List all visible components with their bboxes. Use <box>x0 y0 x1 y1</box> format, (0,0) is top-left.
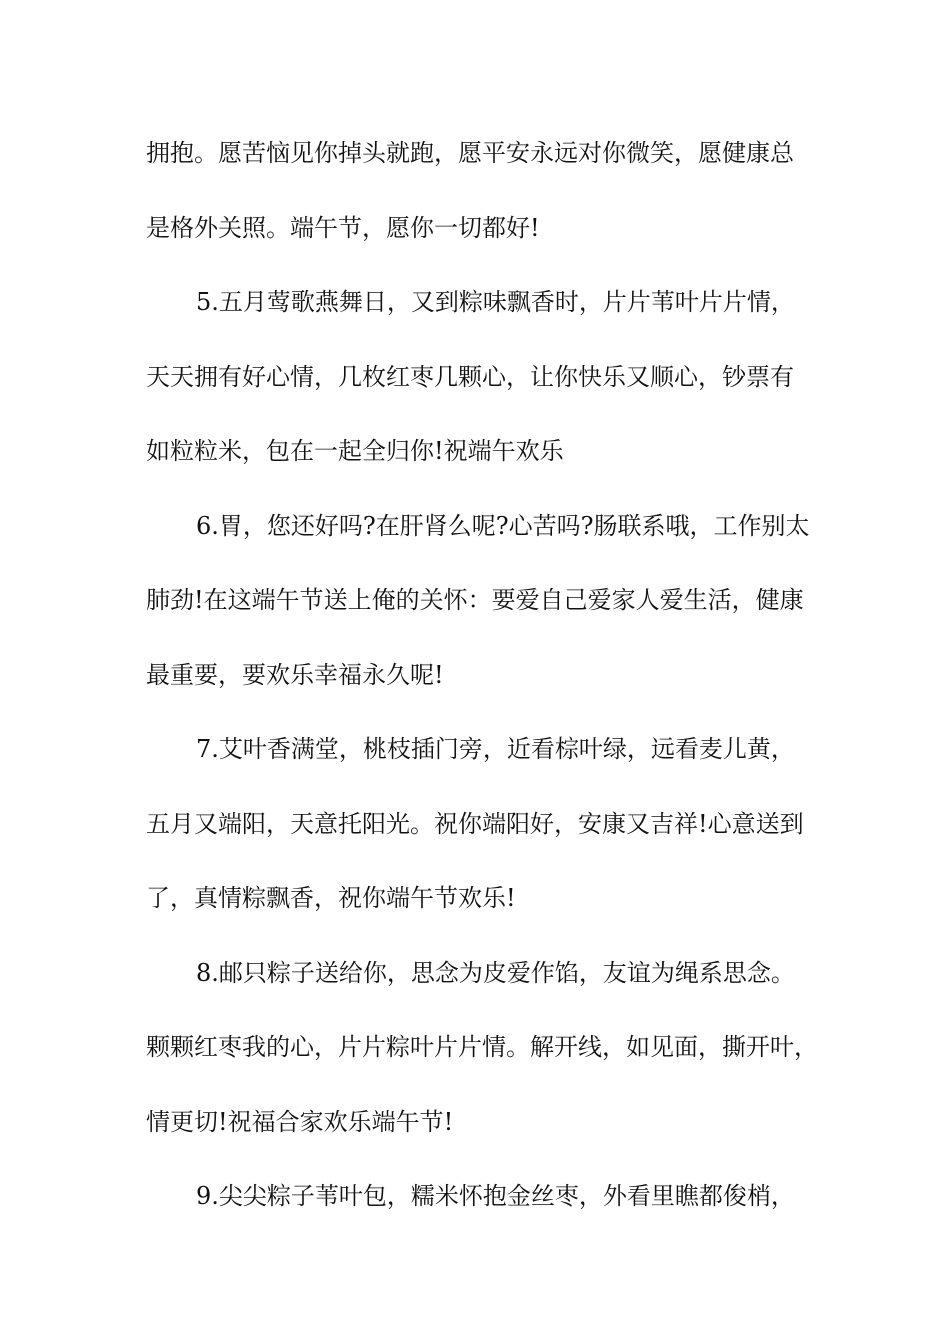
paragraph-start-5: 5.五月莺歌燕舞日，又到粽味飘香时，片片苇叶片片情， <box>196 288 795 316</box>
text-line: 肺劲!在这端午节送上俺的关怀：要爱自己爱家人爱生活，健康 <box>146 586 804 614</box>
text-line: 五月又端阳，天意托阳光。祝你端阳好，安康又吉祥!心意送到 <box>146 809 804 838</box>
document-body <box>146 130 816 1248</box>
text-line: 情更切!祝福合家欢乐端午节! <box>146 1107 454 1136</box>
text-line: 最重要，要欢乐幸福永久呢! <box>146 660 444 689</box>
paragraph-start-8: 8.邮只粽子送给你，思念为皮爱作馅，友谊为绳系思念。 <box>196 958 795 987</box>
paragraph-start-9: 9.尖尖粽子苇叶包，糯米怀抱金丝枣，外看里瞧都俊梢， <box>196 1182 795 1210</box>
paragraph-start-6: 6.胃，您还好吗?在肝肾么呢?心苦吗?肠联系哦，工作别太 <box>196 511 810 540</box>
text-line: 了，真情粽飘香，祝你端午节欢乐! <box>146 884 516 912</box>
text-line: 是格外关照。端午节，愿你一切都好! <box>146 213 540 242</box>
text-line: 拥抱。愿苦恼见你掉头就跑，愿平安永远对你微笑，愿健康总 <box>146 139 794 167</box>
text-line: 如粒粒米，包在一起全归你!祝端午欢乐 <box>146 437 564 465</box>
text-line: 颗颗红枣我的心，片片粽叶片片情。解开线，如见面，撕开叶， <box>146 1033 818 1061</box>
text-line: 天天拥有好心情，几枚红枣几颗心，让你快乐又顺心，钞票有 <box>146 362 794 391</box>
paragraph-start-7: 7.艾叶香满堂，桃枝插门旁，近看棕叶绿，远看麦儿黄， <box>196 735 795 763</box>
